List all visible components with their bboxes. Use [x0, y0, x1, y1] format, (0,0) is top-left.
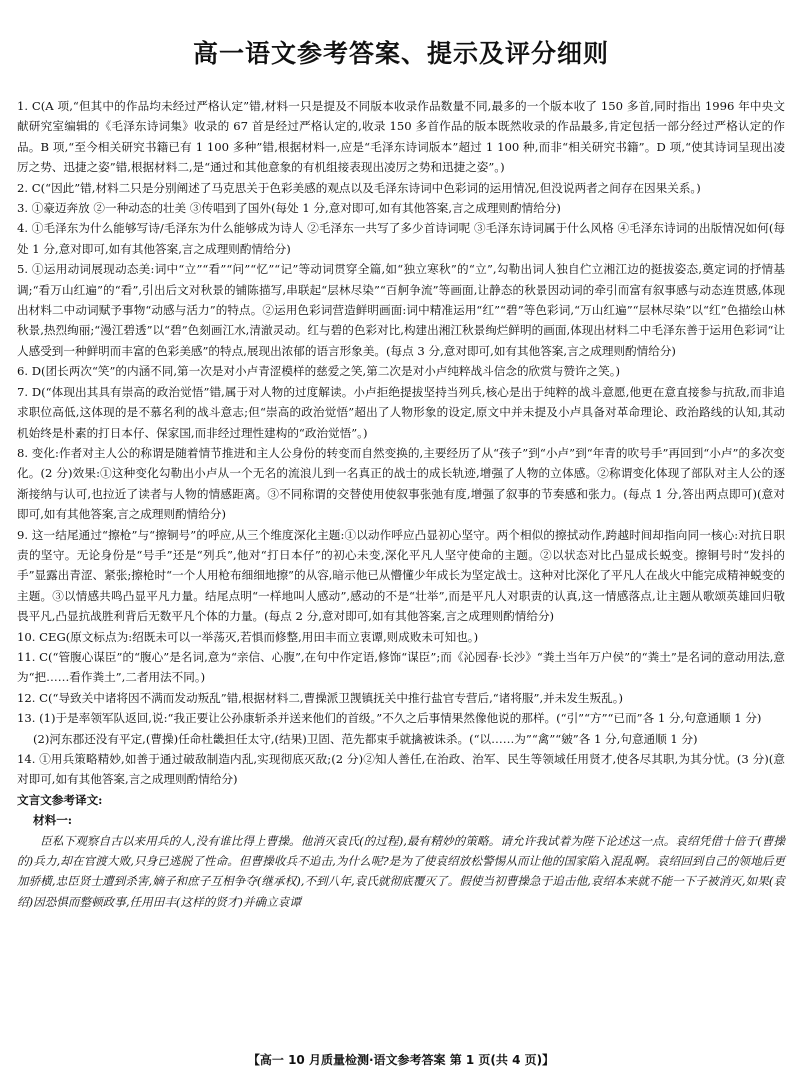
- answer-item-13-2: (2)河东郡还没有平定,(曹操)任命杜畿担任太守,(结果)卫固、范先都束手就擒被诛杀。(“以……为”“禽”“皴”各 1 分,句意通顺 1 分): [33, 731, 698, 746]
- answer-item-7: 7. D(“体现出其具有崇高的政治觉悟”错,属于对人物的过度解读。小卢拒绝提拔坚持当列兵,核心是出于纯粹的战斗意愿,他更在意直接参与抗敌,而非追求职位高低,这体现的是不慕名利的战斗意志;但“崇高的政治觉悟”超出了人物形象的设定,原文中并未提及小卢具备对革命理论、政治路线的认知,其动机始终是朴素的打日本仔、保家国,而非经过理性建构的“政治觉悟”。): [17, 384, 785, 440]
- answer-item-5: 5. ①运用动词展现动态美:词中“立”“看”“问”“忆”“记”等动词贯穿全篇,如“独立寒秋”的“立”,勾勒出词人独自伫立湘江边的挺拔姿态,奠定词的抒情基调;“看万山红遍”的“看”,引出后文对秋景的铺陈描写,串联起“层林尽染”“百舸争流”等画面,让静态的秋景因动词的牵引而富有叙事感与动态连贯感,体现出材料二中动词赋予事物“动感与活力”的特点。②运用色彩词营造鲜明画面:词中精准运用“红”“碧”等色彩词,“万山红遍”“层林尽染”以“红”色描绘山林秋景,热烈绚丽;“漫江碧透”以“碧”色刻画江水,清澈灵动。红与碧的色彩对比,构建出湘江秋景绚烂鲜明的画面,体现出材料二中毛泽东善于运用色彩词“让人感受到一种鲜明而丰富的色彩美感”的特点,展现出浓郁的语言形象美。(每点 3 分,意对即可,如有其他答案,言之成理则酌情给分): [17, 262, 785, 358]
- answer-item-8: 8. 变化:作者对主人公的称谓是随着情节推进和主人公身份的转变而自然变换的,主要经历了从“孩子”到“小卢”到“年青的吹号手”再回到“小卢”的多次变化。(2 分)效果:①这种变化勾勒出小卢从一个无名的流浪儿到一名真正的战士的成长轨迹,增强了人物的立体感。②称谓变化体现了部队对主人公的逐渐接纳与认可,也拉近了读者与人物的情感距离。③不同称谓的交替使用使叙事张弛有度,增强了叙事的节奏感和张力。(每点 1 分,答出两点即可)(意对即可,如有其他答案,言之成理则酌情给分): [17, 445, 785, 522]
- translation-heading: 文言文参考译文:: [17, 792, 103, 807]
- answer-item-10: 10. CEG(原文标点为:绍既未可以一举荡灭,若惧而修整,用田丰而立衷谭,则成败未可知也。): [17, 629, 479, 644]
- answer-item-6: 6. D(团长两次“笑”的内涵不同,第一次是对小卢青涩模样的慈爱之笑,第二次是对小卢纯粹战斗信念的欣赏与赞许之笑。): [17, 364, 621, 379]
- page-title: 高一语文参考答案、提示及评分细则: [192, 39, 609, 68]
- answer-item-11: 11. C(“管腹心谋臣”的“腹心”是名词,意为“亲信、心腹”,在句中作定语,修饰“谋臣”;而《沁园春·长沙》“粪土当年万户侯”的“粪土”是名词的意动用法,意为“把……看作粪土”,二者用法不同。): [17, 649, 785, 685]
- answer-item-3: 3. ①豪迈奔放 ②一种动态的壮美 ③传唱到了国外(每处 1 分,意对即可,如有其他答案,言之成理则酌情给分): [17, 201, 561, 216]
- translation-text: 臣私下观察自古以来用兵的人,没有谁比得上曹操。他消灭袁氏(的过程),最有精妙的策略。请允许我试着为陛下论述这一点。袁绍凭借十倍于(曹操的)兵力,却在官渡大败,只身已逃脱了性命。但曹操收兵不追击,为什么呢?是为了使袁绍放松警惕从而让他的国家陷入混乱啊。袁绍回到自己的领地后更加骄横,忠臣贤士遭到杀害,嫡子和庶子互相争夺(继承权),不到八年,袁氏就彻底覆灭了。假使当初曹操急于追击他,袁绍本来就不能一下子被消灭,如果(袁绍)因恐惧而整顿政事,任用田丰(这样的贤才)并确立袁谭: [17, 833, 785, 909]
- translation-subheading: 材料一:: [33, 813, 73, 828]
- answer-item-14: 14. ①用兵策略精妙,如善于通过破敌制造内乱,实现彻底灭敌;(2 分)②知人善任,在治政、治军、民生等领域任用贤才,使各尽其职,为其分忧。(3 分)(意对即可,如有其他答案,言之成理则酌情给分): [17, 752, 785, 787]
- answer-item-4: 4. ①毛泽东为什么能够写诗/毛泽东为什么能够成为诗人 ②毛泽东一共写了多少首诗词呢 ③毛泽东诗词属于什么风格 ④毛泽东诗词的出版情况如何(每处 1 分,意对即可,如有其他答案,言之成理则酌情给分): [17, 221, 785, 256]
- answer-item-9: 9. 这一结尾通过“擦枪”与“擦铜号”的呼应,从三个维度深化主题:①以动作呼应凸显初心坚守。两个相似的擦拭动作,跨越时间却指向同一核心:对抗日职责的坚守。无论身份是“号手”还是“列兵”,他对“打日本仔”的初心未变,深化平凡人坚守使命的主题。②以状态对比凸显成长蜕变。擦铜号时“发抖的手”显露出青涩、紧张;擦枪时“一个人用枪布细细地擦”的从容,暗示他已从懵懂少年成长为坚定战士。这种对比深化了平凡人在战火中能完成精神蜕变的主题。③以情感共鸣凸显平凡力量。结尾点明“一样地叫人感动”,感动的不是“壮举”,而是平凡人对职责的认真,这一情感落点,让主题从歌颂英雄回归敬畏平凡,凸显抗战胜利背后无数平凡个体的力量。(每点 2 分,意对即可,如有其他答案,言之成理则酌情给分): [17, 527, 785, 624]
- page-footer: 【高一 10 月质量检测·语文参考答案 第 1 页(共 4 页)】: [247, 1053, 555, 1067]
- answer-content: [17, 96, 785, 912]
- answer-item-1: 1. C(A 项,“但其中的作品均未经过严格认定”错,材料一只是提及不同版本收录作品数量不同,最多的一个版本收了 150 多首,同时指出 1996 年中央文献研究室编辑的《毛泽东诗词集》收录的 67 首是经过严格认定的,收录 150 多首作品的版本既然收录的作品最多,肯定包括一部分经过严格认定的作品。B 项,“至今相关研究书籍已有 1 100 多种”错,根据材料一,应是“毛泽东诗词版本”超过 1 100 种,而非“相关研究书籍”。D 项,“使其诗词呈现出凌厉之势、迅捷之姿”错,根据材料二,是“通过和其他意象的有机组接表现出凌厉之势和迅捷之姿”。): [17, 99, 785, 175]
- answer-item-2: 2. C(“因此”错,材料二只是分别阐述了马克思关于色彩美感的观点以及毛泽东诗词中色彩词的运用情况,但没说两者之间存在因果关系。): [17, 180, 701, 195]
- answer-item-13-1: 13. (1)于是率领军队返回,说:“我正要让公孙康斩杀并送来他们的首级。”不久之后事情果然像他说的那样。(“引”“方”“已而”各 1 分,句意通顺 1 分): [17, 711, 762, 726]
- answer-item-12: 12. C(“导致关中诸将因不满而发动叛乱”错,根据材料二,曹操派卫觊镇抚关中推行盐官专营后,“诸将服”,并未发生叛乱。): [17, 690, 624, 705]
